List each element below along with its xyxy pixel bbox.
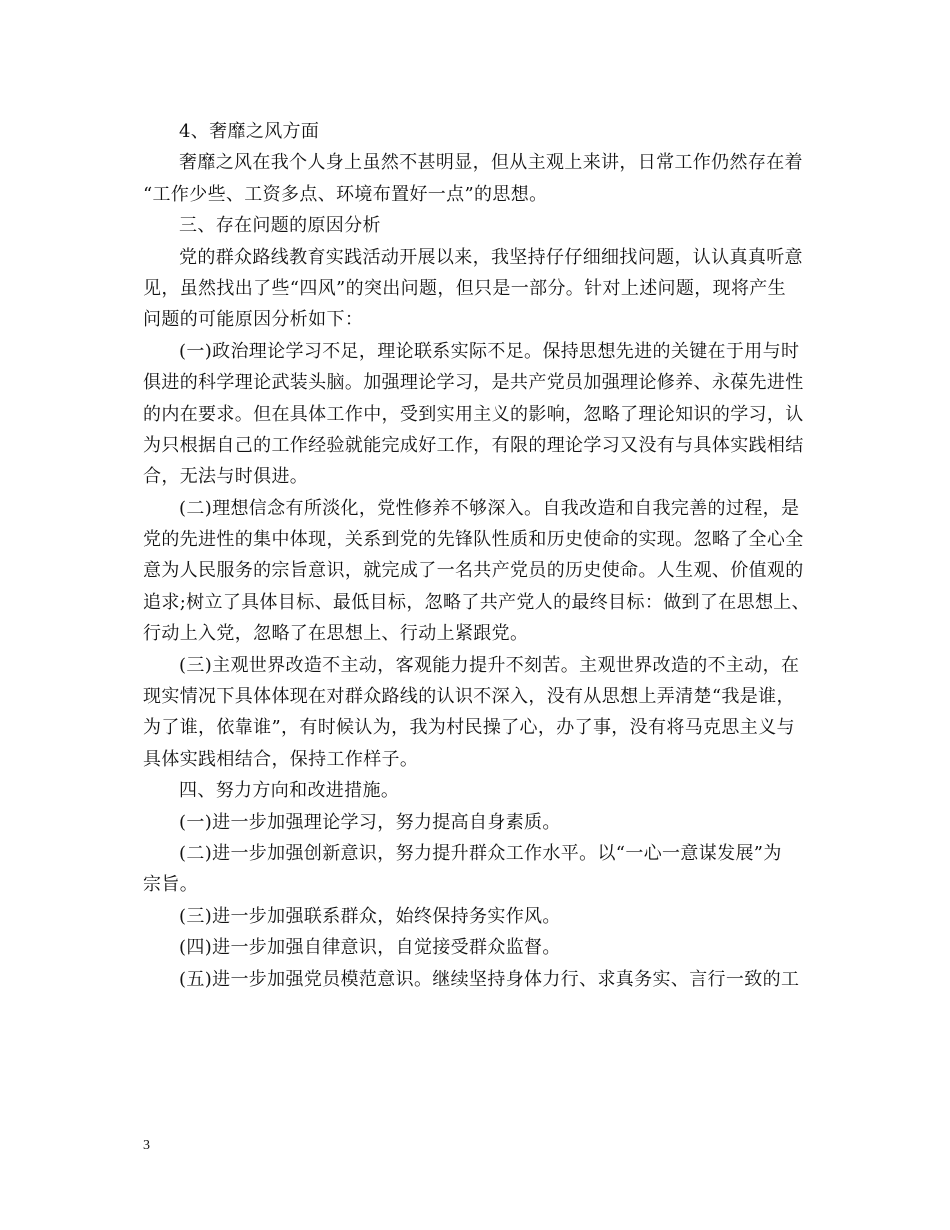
text-line: (二)理想信念有所淡化，党性修养不够深入。自我改造和自我完善的过程，是 <box>179 497 800 519</box>
text-line: 4、奢靡之风方面 <box>179 121 320 142</box>
text-line: 奢靡之风在我个人身上虽然不甚明显，但从主观上来讲，日常工作仍然存在着 <box>179 152 803 174</box>
text-line: 为了谁，依靠谁”，有时候认为，我为村民操了心，办了事，没有将马克思主义与 <box>143 717 795 739</box>
text-line: 现实情况下具体体现在对群众路线的认识不深入，没有从思想上弄清楚“我是谁， <box>143 686 795 708</box>
text-line: 问题的可能原因分析如下： <box>143 309 364 331</box>
text-line: 俱进的科学理论武装头脑。加强理论学习，是共产党员加强理论修养、永葆先进性 <box>143 372 804 394</box>
text-line: (一)进一步加强理论学习，努力提高自身素质。 <box>179 811 561 833</box>
text-line: 具体实践相结合，保持工作样子。 <box>143 748 419 770</box>
document-body <box>143 116 815 995</box>
text-line: 行动上入党，忽略了在思想上、行动上紧跟党。 <box>143 623 529 645</box>
text-line: “工作少些、工资多点、环境布置好一点”的思想。 <box>143 183 548 205</box>
text-line: 党的群众路线教育实践活动开展以来，我坚持仔仔细细找问题，认认真真听意 <box>179 246 803 268</box>
text-line: (二)进一步加强创新意识，努力提升群众工作水平。以“一心一意谋发展”为 <box>179 842 782 864</box>
text-line: (三)进一步加强联系群众，始终保持务实作风。 <box>179 905 561 927</box>
text-line: (三)主观世界改造不主动，客观能力提升不刻苦。主观世界改造的不主动，在 <box>179 654 800 676</box>
page-number: 3 <box>143 1138 150 1153</box>
text-line: 意为人民服务的宗旨意识，就完成了一名共产党员的历史使命。人生观、价值观的 <box>143 560 804 582</box>
text-line: 合，无法与时俱进。 <box>143 466 309 488</box>
text-line: 宗旨。 <box>143 874 199 896</box>
text-line: 的内在要求。但在具体工作中，受到实用主义的影响，忽略了理论知识的学习，认 <box>143 403 804 425</box>
text-line: 见，虽然找出了些“四风”的突出问题，但只是一部分。针对上述问题，现将产生 <box>143 277 787 299</box>
text-line: 党的先进性的集中体现，关系到党的先锋队性质和历史使命的实现。忽略了全心全 <box>143 529 804 551</box>
text-line: (五)进一步加强党员模范意识。继续坚持身体力行、求真务实、言行一致的工 <box>179 968 800 990</box>
text-line: (四)进一步加强自律意识，自觉接受群众监督。 <box>179 937 561 959</box>
text-line: (一)政治理论学习不足，理论联系实际不足。保持思想先进的关键在于用与时 <box>179 340 800 362</box>
text-line: 三、存在问题的原因分析 <box>179 215 381 237</box>
text-line: 追求;树立了具体目标、最低目标，忽略了共产党人的最终目标：做到了在思想上、 <box>143 591 811 613</box>
text-line: 四、努力方向和改进措施。 <box>179 780 400 802</box>
text-line: 为只根据自己的工作经验就能完成好工作，有限的理论学习又没有与具体实践相结 <box>143 434 804 456</box>
